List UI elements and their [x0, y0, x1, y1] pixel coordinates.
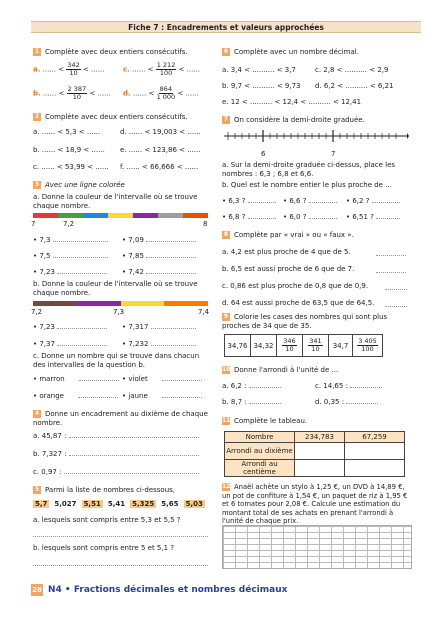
ex10-title: 10 Donne l'arrondi à l'unité de ...: [222, 366, 339, 374]
ex6-title: 6 Complète avec un nombre décimal.: [223, 48, 359, 56]
ex5-answer-a[interactable]: [33, 531, 208, 537]
tick-b1: 7,2: [31, 308, 43, 316]
ex4-c: c. 0,97 :: [33, 468, 199, 476]
tick-6: 6: [261, 150, 266, 158]
ex7-qa: a. Sur la demi-droite graduée ci-dessus, place les nombres : 6,3 ; 6,8 et 6,6.: [222, 161, 396, 178]
th-nombre: Nombre: [225, 432, 295, 443]
chapter-title: N4 • Fractions décimales et nombres décimaux: [48, 585, 288, 595]
ex2-d: d. ...... < 19,003 < ......: [120, 128, 201, 136]
ex5-qb: b. lesquels sont compris entre 5 et 5,1 ?: [33, 544, 174, 552]
tick-b2: 7,3: [113, 308, 125, 316]
ex2-b: b. ...... < 18,9 < ......: [33, 146, 105, 154]
ex6-b: b. 9,7 < .......... < 9,73: [222, 82, 301, 90]
ex3b-l2: • 7,37: [33, 340, 107, 348]
ex8-b: b. 6,5 est aussi proche de 6 que de 7.: [222, 265, 355, 273]
row-dixieme: Arrondi au dixième: [225, 443, 295, 460]
ex3-qa: a. Donne la couleur de l'intervalle où se trouve chaque nombre.: [33, 193, 198, 210]
ex8-a-answer[interactable]: [376, 250, 406, 256]
ex5-answer-b[interactable]: [33, 560, 208, 566]
colored-line-1: [33, 213, 208, 218]
ex3-l3: • 7,23: [33, 268, 107, 276]
ex2-a: a. ...... < 5,3 < ......: [33, 128, 101, 136]
page-banner: Fiche 7 : Encadrements et valeurs approchées: [31, 21, 421, 33]
ex7-i3: • 6,2 ?: [346, 197, 400, 205]
ex3-title: 3 Avec une ligne colorée: [34, 181, 125, 189]
ex8-d: d. 64 est aussi proche de 63,5 que de 64,5.: [222, 299, 375, 307]
ex1-c: c. ...... < $\frac{1 212}{100}$ < ......: [123, 61, 200, 77]
ex12-text: 12 Anaël achète un stylo à 1,25 €, un DVD à 14,89 €, un pot de confiture à 1,54 €, un paquet de riz à 1,95 € et 6 tomates pour 2,08 €. Calcule une estimation du montant total de ses achats en prenant l'arrondi à l'unité de chaque prix.: [222, 483, 408, 525]
th-num1: 234,783: [295, 432, 345, 443]
ex3-r1: • 7,09: [122, 236, 196, 244]
tick-b3: 7,4: [198, 308, 210, 316]
ex8-b-answer[interactable]: [376, 267, 406, 273]
ex9-table: [224, 334, 383, 357]
ex3-l1: • 7,3: [33, 236, 108, 244]
ex10-a: a. 6,2 :: [222, 382, 281, 390]
ex7-i1: • 6,3 ?: [222, 197, 276, 205]
graduated-half-line: [224, 128, 409, 150]
ex3-qb: b. Donne la couleur de l'intervalle où se trouve chaque nombre.: [33, 280, 198, 297]
ex6-e: e. 12 < .......... < 12,4 < .......... < 12,41: [222, 98, 362, 106]
ex7-i2: • 6,6 ?: [283, 197, 337, 205]
cell-cent-2[interactable]: [345, 460, 405, 477]
ex9-cell[interactable]: $\frac{3 405}{100}$: [353, 335, 383, 357]
tick-7: 7: [31, 220, 36, 228]
ex2-title: 2 Complète avec deux entiers consécutifs.: [34, 113, 188, 121]
ex3-l2: • 7,5: [33, 252, 108, 260]
ex8-d-answer[interactable]: [385, 301, 407, 307]
ex4-title: 4 Donne un encadrement au dixième de chaque nombre.: [33, 410, 208, 427]
ex1-a: a. ...... < $\frac{342}{10}$ < ......: [33, 61, 105, 77]
ex3b-r2: • 7,232: [122, 340, 196, 348]
row-centieme: Arrondi au centième: [225, 460, 295, 477]
answer-grid[interactable]: [222, 525, 412, 569]
ex3c-4: • jaune: [122, 392, 202, 400]
ex3b-r1: • 7,317: [122, 323, 196, 331]
cell-dix-1[interactable]: [295, 443, 345, 460]
ex4-b: b. 7,327 :: [33, 450, 199, 458]
ex2-f: f. ...... < 66,666 < ......: [120, 163, 199, 171]
ex2-c: c. ...... < 53,99 < ......: [33, 163, 109, 171]
ex9-cell[interactable]: 34,32: [251, 335, 277, 357]
ex8-title: 8 Complète par « vrai » ou « faux ».: [223, 231, 354, 239]
ex7-qb: b. Quel est le nombre entier le plus proche de ...: [222, 181, 392, 189]
th-num2: 67,259: [345, 432, 405, 443]
ex9-cell[interactable]: $\frac{346}{10}$: [277, 335, 303, 357]
ex3-r2: • 7,85: [122, 252, 196, 260]
ex8-c-answer[interactable]: [385, 284, 407, 290]
ex9-cell[interactable]: 34,76: [225, 335, 251, 357]
ex3b-l1: • 7,23: [33, 323, 107, 331]
ex10-d: d. 0,35 :: [315, 398, 378, 406]
ex8-a: a. 4,2 est plus proche de 4 que de 5.: [222, 248, 351, 256]
colored-line-2: [33, 301, 208, 306]
ex3c-1: • marron: [33, 375, 119, 383]
ex9-cell[interactable]: $\frac{341}{10}$: [303, 335, 329, 357]
ex11-table: [224, 431, 405, 477]
ex3c-2: • orange: [33, 392, 118, 400]
tick-7b: 7: [331, 150, 336, 158]
footer: [31, 584, 287, 596]
page-number: 28: [32, 586, 42, 594]
ex5-list: 5,7 5,027 5,51 5,41 5,325 5,65 5,03: [35, 500, 203, 508]
ex10-c: c. 14,65 :: [315, 382, 382, 390]
ex7-title: 7 On considère la demi-droite graduée.: [223, 116, 365, 124]
cell-cent-1[interactable]: [295, 460, 345, 477]
ex1-d: d. ...... < $\frac{864}{1 000}$ < ......: [123, 85, 199, 101]
ex3c-3: • violet: [122, 375, 202, 383]
ex6-c: c. 2,8 < .......... < 2,9: [315, 66, 389, 74]
ex7-i5: • 6,0 ?: [283, 213, 337, 221]
tick-8: 8: [203, 220, 208, 228]
ex6-d: d. 6,2 < .......... < 6,21: [315, 82, 394, 90]
cell-dix-2[interactable]: [345, 443, 405, 460]
ex5-qa: a. lesquels sont compris entre 5,3 et 5,5 ?: [33, 516, 181, 524]
ex2-e: e. ...... < 123,86 < ......: [120, 146, 201, 154]
ex7-i4: • 6,8 ?: [222, 213, 276, 221]
ex6-a: a. 3,4 < .......... < 3,7: [222, 66, 296, 74]
ex1-title: 1 Complète avec deux entiers consécutifs.: [34, 48, 188, 56]
ex3-r3: • 7,42: [122, 268, 196, 276]
ex8-c: c. 0,86 est plus proche de 0,8 que de 0,9.: [222, 282, 369, 290]
ex7-i6: • 6,51 ?: [346, 213, 400, 221]
ex5-title: 5 Parmi la liste de nombres ci-dessous,: [34, 486, 176, 494]
ex11-title: 11 Complète le tableau.: [222, 417, 308, 425]
ex10-b: b. 8,7 :: [222, 398, 281, 406]
ex4-a: a. 45,87 :: [33, 432, 199, 440]
ex1-b: b. ...... < $\frac{2 387}{10}$ < ......: [33, 85, 111, 101]
ex9-cell[interactable]: 34,7: [329, 335, 353, 357]
tick-7-2: 7,2: [63, 220, 75, 228]
ex3-qc: c. Donne un nombre qui se trouve dans chacun des intervalles de la question b.: [33, 352, 200, 369]
ex9-title: 9 Colorie les cases des nombres qui sont plus proches de 34 que de 35.: [222, 313, 388, 330]
